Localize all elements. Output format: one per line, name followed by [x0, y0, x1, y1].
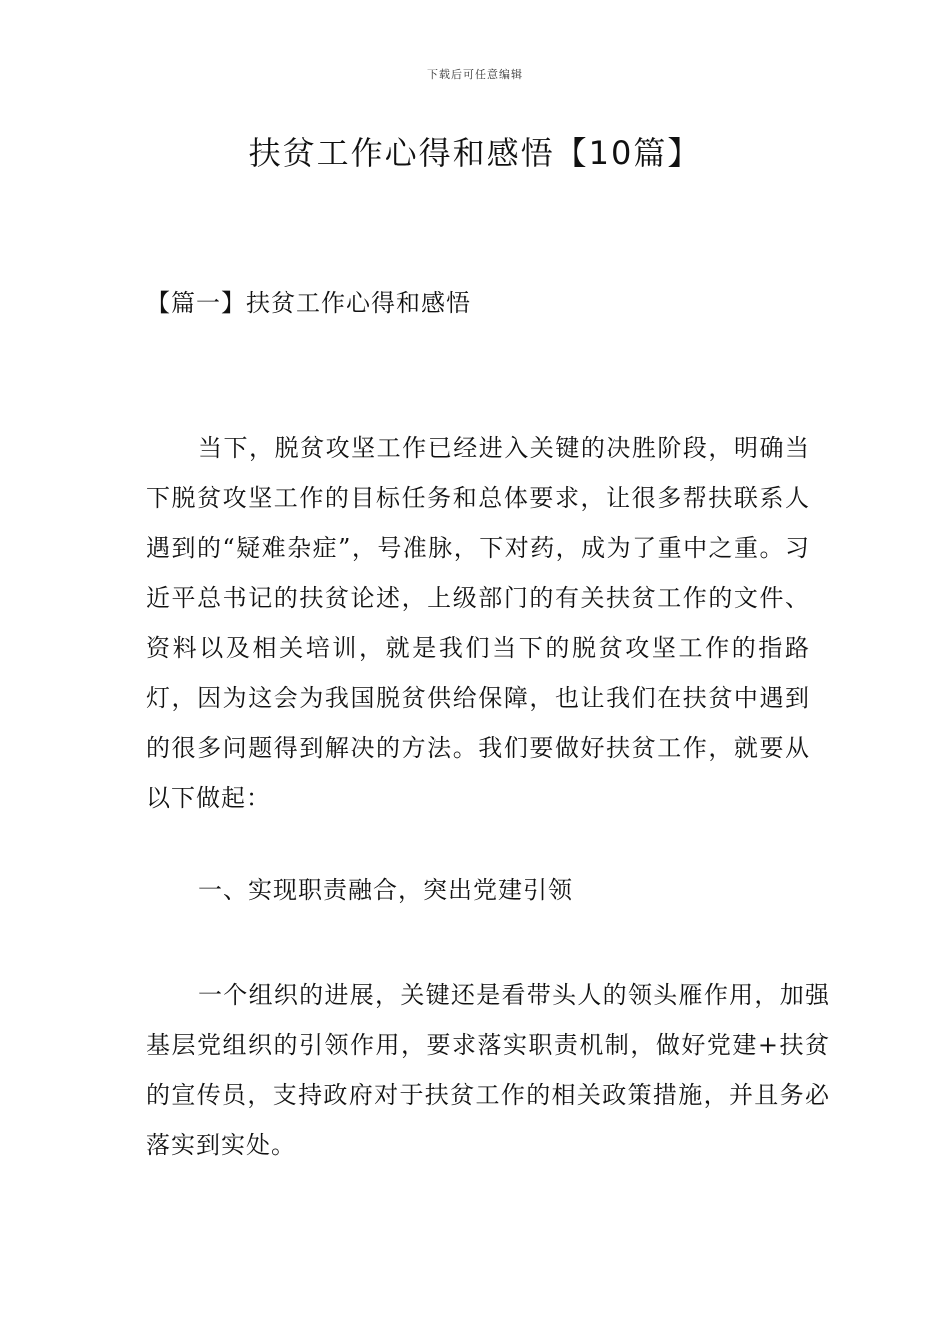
body-paragraph-1: 当下，脱贫攻坚工作已经进入关键的决胜阶段，明确当下脱贫攻坚工作的目标任务和总体要求，让很多帮扶联系人遇到的“疑难杂症”，号准脉，下对药，成为了重中之重。习近平总书记的扶贫论述，上级部门的有关扶贫工作的文件、资料以及相关培训，就是我们当下的脱贫攻坚工作的指路灯，因为这会为我国脱贫供给保障，也让我们在扶贫中遇到的很多问题得到解决的方法。我们要做好扶贫工作，就要从以下做起： [146, 434, 810, 812]
document-title: 扶贫工作心得和感悟【10篇】 [248, 134, 702, 172]
body-paragraph-2: 一个组织的进展，关键还是看带头人的领头雁作用，加强基层党组织的引领作用，要求落实职责机制，做好党建+扶贫的宣传员，支持政府对于扶贫工作的相关政策措施，并且务必落实到实处。 [146, 981, 830, 1159]
header-note: 下载后可任意编辑 [427, 68, 523, 81]
sub-heading-1: 一、实现职责融合，突出党建引领 [198, 876, 573, 904]
section-heading: 【篇一】扶贫工作心得和感悟 [146, 289, 471, 317]
